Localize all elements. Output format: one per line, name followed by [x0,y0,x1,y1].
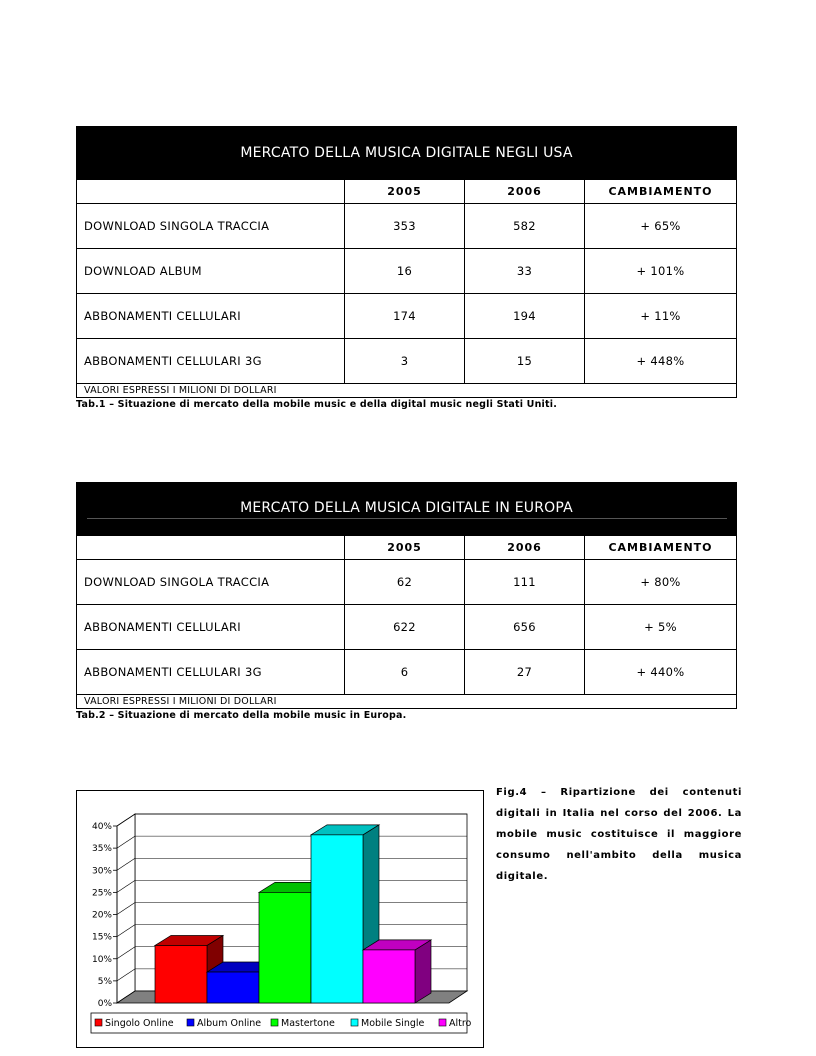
bar [311,835,363,1003]
row-label: DOWNLOAD ALBUM [77,249,345,294]
table-row [77,294,737,339]
usa-market-table [76,126,737,398]
row-label: ABBONAMENTI CELLULARI [77,294,345,339]
table-row [77,605,737,650]
table-title: MERCATO DELLA MUSICA DIGITALE NEGLI USA [77,127,737,180]
legend-swatch [95,1019,102,1026]
cell-change: + 11% [585,294,737,339]
legend-swatch [439,1019,446,1026]
y-tick-label: 0% [97,999,112,1009]
cell-change: + 101% [585,249,737,294]
table-caption: Tab.2 – Situazione di mercato della mobile music in Europa. [76,710,407,721]
figure-caption: Fig.4 – Ripartizione dei contenuti digitali in Italia nel corso del 2006. La mobile music costituisce il maggiore consumo nell'ambito della musica digitale. [496,787,742,882]
bar-side [415,940,431,1003]
row-label: ABBONAMENTI CELLULARI 3G [77,650,345,695]
table-note: VALORI ESPRESSI I MILIONI DI DOLLARI [77,695,737,709]
row-label: ABBONAMENTI CELLULARI 3G [77,339,345,384]
y-tick-label: 20% [91,910,112,921]
y-tick-label: 5% [97,976,112,987]
legend-label: Mastertone [281,1018,335,1029]
bar [363,950,415,1003]
cell-2005: 622 [345,605,465,650]
legend-label: Altro [449,1018,472,1029]
column-header [77,180,345,204]
y-tick-label: 35% [91,844,112,855]
legend-swatch [187,1019,194,1026]
bar-chart-frame [76,790,484,1048]
column-header: 2006 [465,180,585,204]
cell-2005: 62 [345,560,465,605]
row-label: DOWNLOAD SINGOLA TRACCIA [77,204,345,249]
table-note: VALORI ESPRESSI I MILIONI DI DOLLARI [77,384,737,398]
cell-2006: 15 [465,339,585,384]
y-tick-label: 15% [91,932,112,943]
cell-change: + 5% [585,605,737,650]
legend-label: Album Online [197,1018,262,1029]
row-label: DOWNLOAD SINGOLA TRACCIA [77,560,345,605]
table-caption: Tab.1 – Situazione di mercato della mobile music e della digital music negli Stati Uniti. [76,399,558,410]
cell-change: + 440% [585,650,737,695]
column-header: CAMBIAMENTO [585,536,737,560]
table-row [77,560,737,605]
table-title: MERCATO DELLA MUSICA DIGITALE IN EUROPA [87,500,727,519]
legend-label: Singolo Online [105,1018,174,1029]
column-header [77,536,345,560]
bar [207,972,259,1003]
cell-change: + 65% [585,204,737,249]
table-row [77,339,737,384]
cell-2005: 16 [345,249,465,294]
column-header: 2006 [465,536,585,560]
cell-2006: 27 [465,650,585,695]
column-header: CAMBIAMENTO [585,180,737,204]
column-header: 2005 [345,180,465,204]
bar [155,945,207,1003]
cell-2006: 656 [465,605,585,650]
cell-2006: 33 [465,249,585,294]
table-row [77,204,737,249]
cell-2006: 582 [465,204,585,249]
row-label: ABBONAMENTI CELLULARI [77,605,345,650]
cell-2006: 111 [465,560,585,605]
bar [259,892,311,1003]
column-header: 2005 [345,536,465,560]
cell-2006: 194 [465,294,585,339]
cell-change: + 80% [585,560,737,605]
europe-market-table [76,482,737,709]
cell-2005: 3 [345,339,465,384]
y-tick-label: 10% [91,954,112,965]
bar-chart [77,791,483,1047]
cell-change: + 448% [585,339,737,384]
table-title-cell [77,483,737,536]
cell-2005: 174 [345,294,465,339]
y-tick-label: 40% [91,822,112,832]
table-row [77,650,737,695]
table-row [77,249,737,294]
y-tick-label: 30% [91,866,112,877]
legend-label: Mobile Single [361,1018,425,1029]
legend-swatch [351,1019,358,1026]
y-tick-label: 25% [91,888,112,899]
cell-2005: 353 [345,204,465,249]
cell-2005: 6 [345,650,465,695]
legend-swatch [271,1019,278,1026]
